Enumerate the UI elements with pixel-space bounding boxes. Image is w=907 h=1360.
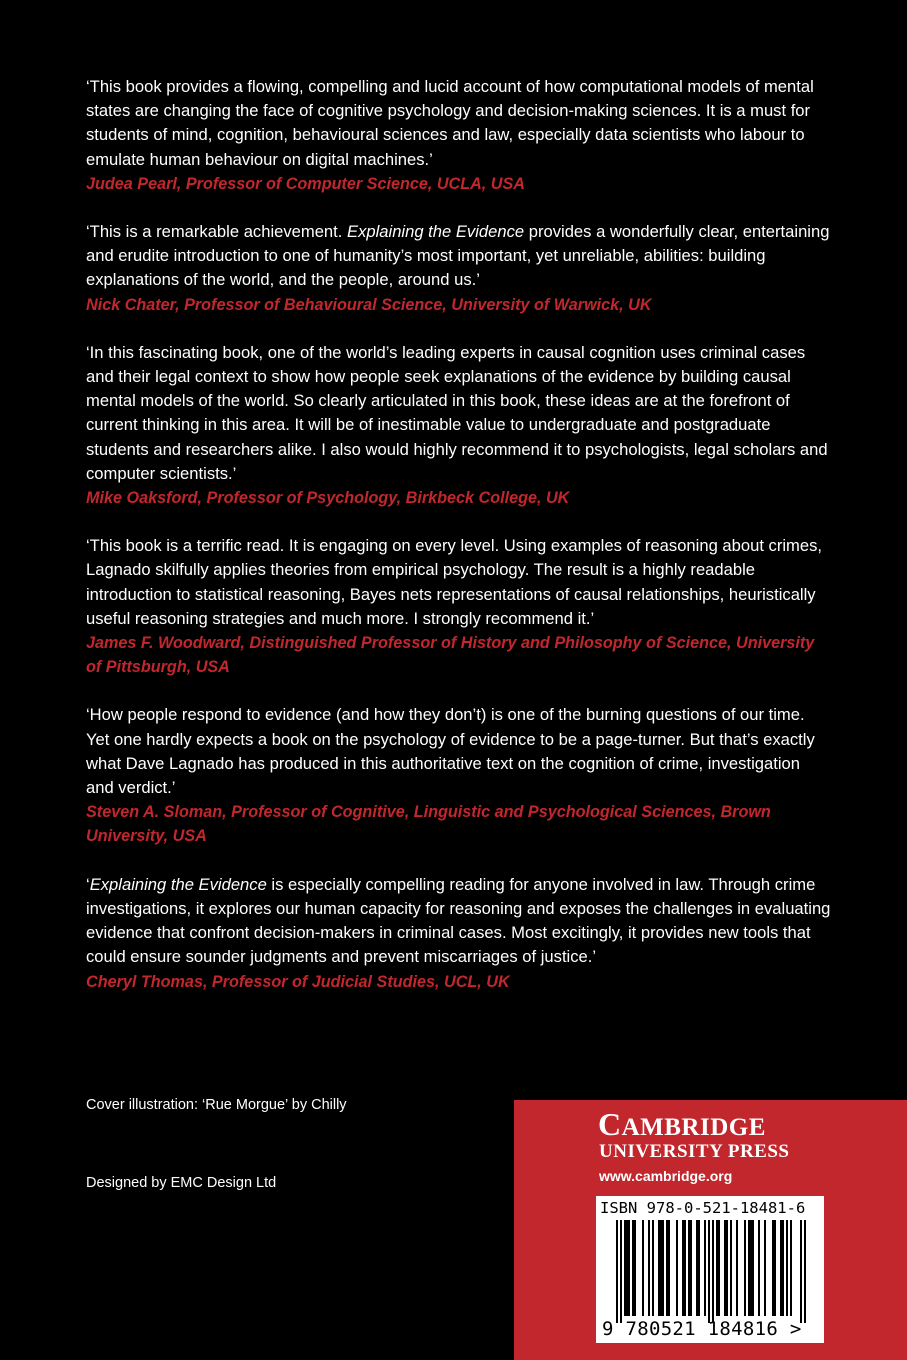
cover-illustration-credit: Cover illustration: ‘Rue Morgue’ by Chilly <box>86 1097 347 1113</box>
endorsement-quote <box>86 75 831 172</box>
quote-segment: ‘In this fascinating book, one of the world’s leading experts in causal cognition uses criminal cases and their legal context to show how people seek explanations of the evidence by building causal mental models of the world. So clearly articulated in this book, these ideas are at the forefront of current thinking in this area. It will be of inestimable value to undergraduate and postgraduate students and researchers alike. I also would highly recommend it to psychologists, legal scholars and computer scientists.’ <box>86 342 828 483</box>
endorsement-attribution: James F. Woodward, Distinguished Professor of History and Philosophy of Science, University of Pittsburgh, USA <box>86 634 815 677</box>
quote-segment: ‘This book provides a flowing, compelling and lucid account of how computational models of mental states are changing the face of cognitive psychology and decision-making sciences. It is a must for students of mind, cognition, behavioural sciences and law, especially data scientists who labour to emulate human behaviour on digital machines.’ <box>86 77 814 169</box>
barcode-bar <box>736 1220 738 1316</box>
book-title: Explaining the Evidence <box>89 874 267 894</box>
barcode-bar <box>668 1220 670 1316</box>
endorsements <box>86 75 831 1018</box>
quote-segment: provides a wonderfully clear, entertaining and erudite introduction to one of humanity’s most important, yet unreliable, abilities: building explanations of the world, and the people, around us.’ <box>86 222 830 290</box>
barcode-bar <box>752 1220 754 1316</box>
quote-segment: ‘ <box>86 874 90 894</box>
barcode-bar <box>658 1220 660 1316</box>
endorsement-quote <box>86 220 831 293</box>
barcode-bar <box>690 1220 692 1316</box>
publisher-subtitle: UNIVERSITY PRESS <box>599 1141 790 1162</box>
endorsement-attribution: Steven A. Sloman, Professor of Cognitive, Linguistic and Psychological Sciences, Brown University, USA <box>86 803 771 846</box>
barcode-bar <box>724 1220 726 1316</box>
barcode-bar <box>730 1220 732 1316</box>
barcode-guard-bar <box>616 1220 618 1323</box>
barcode-bar <box>676 1220 678 1316</box>
barcode-bar <box>688 1220 690 1316</box>
endorsement <box>86 873 831 994</box>
barcode-bar <box>662 1220 664 1316</box>
barcode-guard-bar <box>708 1220 710 1323</box>
barcode-bar <box>726 1220 728 1316</box>
publisher-logo <box>598 1106 766 1146</box>
barcode-guard-bar <box>804 1220 806 1323</box>
endorsement-attribution: Mike Oaksford, Professor of Psychology, Birkbeck College, UK <box>86 489 570 508</box>
barcode-bar <box>774 1220 776 1316</box>
barcode-bar <box>772 1220 774 1316</box>
barcode-bar <box>626 1220 628 1316</box>
barcode-bar <box>758 1220 760 1316</box>
barcode-guard-bar <box>620 1220 622 1323</box>
publisher-panel <box>514 1100 907 1360</box>
endorsement <box>86 703 831 848</box>
endorsement <box>86 220 831 317</box>
barcode-bar <box>704 1220 706 1316</box>
endorsement-quote <box>86 341 831 486</box>
isbn-barcode <box>596 1196 824 1343</box>
barcode-bar <box>716 1220 718 1316</box>
quote-segment: ‘This is a remarkable achievement. <box>86 222 347 242</box>
quote-segment: is especially compelling reading for anyone involved in law. Through crime investigations, it explores our human capacity for reasoning and exposes the challenges in evaluating evidence that confront decision-makers in criminal cases. Most excitingly, it provides new tools that could ensure sounder judgments and prevent miscarriages of justice.’ <box>86 874 831 967</box>
barcode-bar <box>642 1220 644 1316</box>
endorsement <box>86 341 831 510</box>
barcode-bar <box>648 1220 650 1316</box>
barcode-bar <box>632 1220 634 1316</box>
barcode-guard-bar <box>800 1220 802 1323</box>
barcode-guard-bar <box>712 1220 714 1323</box>
barcode-bar <box>684 1220 686 1316</box>
barcode-bar <box>764 1220 766 1316</box>
book-title: Explaining the Evidence <box>347 222 525 242</box>
publisher-url: www.cambridge.org <box>599 1168 733 1184</box>
barcode-bar <box>682 1220 684 1316</box>
barcode-bar <box>718 1220 720 1316</box>
barcode-bar <box>748 1220 750 1316</box>
designer-credit: Designed by EMC Design Ltd <box>86 1175 277 1191</box>
barcode-bar <box>696 1220 698 1316</box>
barcode-bar <box>652 1220 654 1316</box>
barcode-digits: 9 780521 184816 > <box>602 1318 802 1340</box>
barcode-bar <box>790 1220 792 1316</box>
endorsement-attribution: Judea Pearl, Professor of Computer Science, UCLA, USA <box>86 174 525 193</box>
endorsement-quote <box>86 534 831 631</box>
barcode-bar <box>750 1220 752 1316</box>
barcode-bar <box>624 1220 626 1316</box>
barcode-bar <box>634 1220 636 1316</box>
endorsement-attribution: Nick Chater, Professor of Behavioural Science, University of Warwick, UK <box>86 295 652 314</box>
endorsement-quote <box>86 873 831 970</box>
barcode-bar <box>660 1220 662 1316</box>
barcode-bar <box>744 1220 746 1316</box>
barcode-bar <box>782 1220 784 1316</box>
endorsement-quote <box>86 703 831 800</box>
barcode-bar <box>780 1220 782 1316</box>
barcode-bar <box>666 1220 668 1316</box>
barcode-bar <box>786 1220 788 1316</box>
publisher-name-rest: AMBRIDGE <box>621 1114 766 1141</box>
barcode-bar <box>698 1220 700 1316</box>
quote-segment: ‘How people respond to evidence (and how they don’t) is one of the burning questions of our time. Yet one hardly expects a book on the psychology of evidence to be a page-turner. But that’s exactly what Dave Lagnado has produced in this authoritative text on the cognition of crime, investigation and verdict.’ <box>86 705 815 798</box>
endorsement <box>86 534 831 679</box>
barcode-bar <box>628 1220 630 1316</box>
endorsement-attribution: Cheryl Thomas, Professor of Judicial Studies, UCL, UK <box>86 972 510 991</box>
publisher-name-initial: C <box>598 1106 622 1142</box>
quote-segment: ‘This book is a terrific read. It is engaging on every level. Using examples of reasoning about crimes, Lagnado skilfully applies theories from empirical psychology. The result is a highly readable introduction to statistical reasoning, Bayes nets representations of causal relationships, heuristically useful reasoning strategies and much more. I strongly recommend it.’ <box>86 536 823 628</box>
isbn-label: ISBN 978-0-521-18481-6 <box>600 1199 806 1217</box>
endorsement <box>86 75 831 196</box>
